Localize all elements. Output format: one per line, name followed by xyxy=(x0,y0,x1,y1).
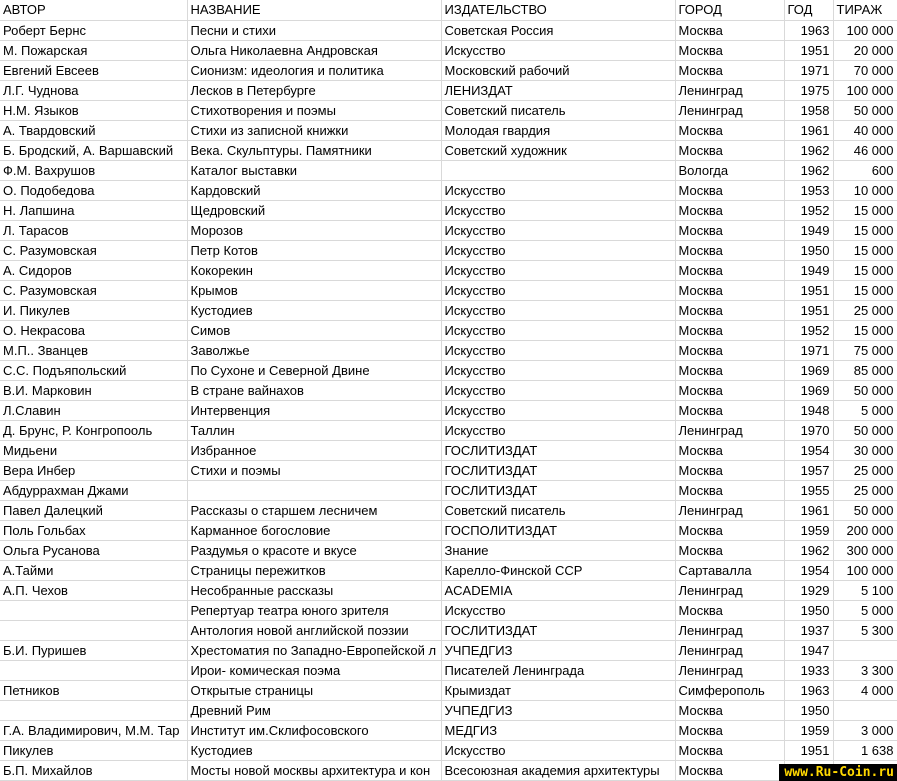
cell-title[interactable]: Антология новой английской поэзии xyxy=(187,620,441,640)
cell-city[interactable]: Москва xyxy=(675,180,784,200)
header-row xyxy=(0,0,897,20)
table-row xyxy=(0,300,897,320)
cell-year[interactable]: 1951 xyxy=(784,740,833,760)
cell-publisher[interactable]: Искусство xyxy=(441,360,675,380)
cell-author[interactable]: Петников xyxy=(0,680,187,700)
cell-city[interactable]: Ленинград xyxy=(675,420,784,440)
cell-title[interactable]: Стихи и поэмы xyxy=(187,460,441,480)
cell-city[interactable]: Москва xyxy=(675,20,784,40)
table-row xyxy=(0,700,897,720)
cell-print-run[interactable]: 3 000 xyxy=(833,720,897,740)
cell-title[interactable]: Стихотворения и поэмы xyxy=(187,100,441,120)
cell-year[interactable]: 1958 xyxy=(784,100,833,120)
cell-author[interactable]: И. Пикулев xyxy=(0,300,187,320)
header-city[interactable]: ГОРОД xyxy=(675,0,784,20)
cell-title[interactable] xyxy=(187,480,441,500)
cell-year[interactable]: 1961 xyxy=(784,120,833,140)
cell-city[interactable]: Москва xyxy=(675,700,784,720)
cell-publisher[interactable]: Искусство xyxy=(441,180,675,200)
cell-print-run[interactable]: 300 000 xyxy=(833,540,897,560)
cell-print-run[interactable]: 10 000 xyxy=(833,180,897,200)
cell-author[interactable]: С. Разумовская xyxy=(0,240,187,260)
header-publisher[interactable]: ИЗДАТЕЛЬСТВО xyxy=(441,0,675,20)
cell-publisher[interactable]: Искусство xyxy=(441,320,675,340)
cell-author[interactable]: Л.Г. Чуднова xyxy=(0,80,187,100)
cell-year[interactable]: 1963 xyxy=(784,20,833,40)
cell-print-run[interactable]: 15 000 xyxy=(833,280,897,300)
table-row xyxy=(0,180,897,200)
cell-city[interactable]: Москва xyxy=(675,400,784,420)
cell-print-run[interactable] xyxy=(833,640,897,660)
cell-city[interactable]: Москва xyxy=(675,200,784,220)
cell-city[interactable]: Москва xyxy=(675,540,784,560)
cell-publisher[interactable]: Искусство xyxy=(441,400,675,420)
cell-year[interactable]: 1971 xyxy=(784,60,833,80)
cell-year[interactable]: 1971 xyxy=(784,340,833,360)
cell-publisher[interactable]: Искусство xyxy=(441,340,675,360)
table-row xyxy=(0,740,897,760)
cell-year[interactable]: 1959 xyxy=(784,520,833,540)
table-row xyxy=(0,320,897,340)
cell-publisher[interactable]: ACADEMIA xyxy=(441,580,675,600)
cell-title[interactable]: Интервенция xyxy=(187,400,441,420)
table-row xyxy=(0,220,897,240)
table-row xyxy=(0,660,897,680)
cell-city[interactable]: Москва xyxy=(675,720,784,740)
cell-author[interactable]: Ф.М. Вахрушов xyxy=(0,160,187,180)
cell-publisher[interactable]: Искусство xyxy=(441,260,675,280)
cell-title[interactable]: Хрестоматия по Западно-Европейской л xyxy=(187,640,441,660)
cell-publisher[interactable]: Советский писатель xyxy=(441,100,675,120)
cell-year[interactable]: 1962 xyxy=(784,160,833,180)
cell-city[interactable]: Сартавалла xyxy=(675,560,784,580)
cell-title[interactable]: Кустодиев xyxy=(187,740,441,760)
cell-title[interactable]: Открытые страницы xyxy=(187,680,441,700)
cell-title[interactable]: В стране вайнахов xyxy=(187,380,441,400)
cell-city[interactable]: Москва xyxy=(675,280,784,300)
cell-print-run[interactable]: 100 000 xyxy=(833,560,897,580)
cell-publisher[interactable]: Искусство xyxy=(441,240,675,260)
cell-title[interactable]: Сионизм: идеология и политика xyxy=(187,60,441,80)
cell-author[interactable]: Л.Славин xyxy=(0,400,187,420)
cell-publisher[interactable]: УЧПЕДГИЗ xyxy=(441,700,675,720)
table-row xyxy=(0,680,897,700)
cell-author[interactable]: А.П. Чехов xyxy=(0,580,187,600)
cell-author[interactable]: С. Разумовская xyxy=(0,280,187,300)
cell-year[interactable]: 1952 xyxy=(784,320,833,340)
cell-title[interactable]: Рассказы о старшем лесничем xyxy=(187,500,441,520)
cell-title[interactable]: Заволжье xyxy=(187,340,441,360)
cell-publisher[interactable]: Искусство xyxy=(441,380,675,400)
cell-city[interactable]: Москва xyxy=(675,380,784,400)
cell-print-run[interactable]: 46 000 xyxy=(833,140,897,160)
cell-title[interactable]: Репертуар театра юного зрителя xyxy=(187,600,441,620)
cell-publisher[interactable]: Искусство xyxy=(441,300,675,320)
cell-publisher[interactable]: ГОСЛИТИЗДАТ xyxy=(441,460,675,480)
table-row xyxy=(0,100,897,120)
cell-print-run[interactable]: 600 xyxy=(833,160,897,180)
cell-year[interactable]: 1947 xyxy=(784,640,833,660)
cell-publisher[interactable]: Советский писатель xyxy=(441,500,675,520)
cell-publisher[interactable]: ГОСЛИТИЗДАТ xyxy=(441,480,675,500)
cell-city[interactable]: Москва xyxy=(675,240,784,260)
cell-year[interactable]: 1961 xyxy=(784,500,833,520)
cell-print-run[interactable]: 20 000 xyxy=(833,40,897,60)
table-row xyxy=(0,500,897,520)
cell-print-run[interactable]: 15 000 xyxy=(833,220,897,240)
cell-print-run[interactable]: 200 000 xyxy=(833,520,897,540)
cell-print-run[interactable]: 50 000 xyxy=(833,100,897,120)
cell-title[interactable]: Симов xyxy=(187,320,441,340)
cell-publisher[interactable]: Советский художник xyxy=(441,140,675,160)
cell-author[interactable]: А.Тайми xyxy=(0,560,187,580)
table-row xyxy=(0,460,897,480)
cell-publisher[interactable]: Московский рабочий xyxy=(441,60,675,80)
table-row xyxy=(0,120,897,140)
cell-author[interactable]: Пикулев xyxy=(0,740,187,760)
site-watermark: www.Ru-Coin.ru xyxy=(779,764,897,781)
cell-title[interactable]: Мосты новой москвы архитектура и кон xyxy=(187,760,441,780)
cell-print-run[interactable]: 50 000 xyxy=(833,420,897,440)
cell-author[interactable]: Мидьени xyxy=(0,440,187,460)
cell-city[interactable]: Вологда xyxy=(675,160,784,180)
cell-title[interactable]: Институт им.Склифосовского xyxy=(187,720,441,740)
cell-author[interactable]: Д. Брунс, Р. Конгропооль xyxy=(0,420,187,440)
table-row xyxy=(0,380,897,400)
cell-year[interactable]: 1951 xyxy=(784,300,833,320)
cell-print-run[interactable]: 5 000 xyxy=(833,600,897,620)
table-row xyxy=(0,360,897,380)
cell-print-run[interactable]: 5 300 xyxy=(833,620,897,640)
cell-print-run[interactable]: 15 000 xyxy=(833,320,897,340)
cell-author[interactable]: Поль Гольбах xyxy=(0,520,187,540)
cell-publisher[interactable]: Писателей Ленинграда xyxy=(441,660,675,680)
cell-city[interactable]: Ленинград xyxy=(675,640,784,660)
table-row xyxy=(0,140,897,160)
cell-publisher[interactable]: Искусство xyxy=(441,200,675,220)
cell-publisher[interactable]: ГОСПОЛИТИЗДАТ xyxy=(441,520,675,540)
cell-author[interactable] xyxy=(0,700,187,720)
table-row xyxy=(0,620,897,640)
cell-title[interactable]: Щедровский xyxy=(187,200,441,220)
cell-publisher[interactable]: Знание xyxy=(441,540,675,560)
cell-title[interactable]: Кокорекин xyxy=(187,260,441,280)
table-row xyxy=(0,580,897,600)
cell-title[interactable]: Ольга Николаевна Андровская xyxy=(187,40,441,60)
cell-publisher[interactable] xyxy=(441,160,675,180)
cell-city[interactable]: Москва xyxy=(675,740,784,760)
cell-year[interactable]: 1948 xyxy=(784,400,833,420)
cell-city[interactable]: Москва xyxy=(675,260,784,280)
header-year[interactable]: ГОД xyxy=(784,0,833,20)
cell-year[interactable]: 1975 xyxy=(784,80,833,100)
table-row xyxy=(0,60,897,80)
table-row xyxy=(0,20,897,40)
cell-print-run[interactable]: 5 000 xyxy=(833,400,897,420)
cell-author[interactable]: Г.А. Владимирович, М.М. Тар xyxy=(0,720,187,740)
cell-year[interactable]: 1962 xyxy=(784,140,833,160)
cell-city[interactable]: Москва xyxy=(675,140,784,160)
cell-title[interactable]: Кустодиев xyxy=(187,300,441,320)
table-row xyxy=(0,560,897,580)
cell-print-run[interactable]: 30 000 xyxy=(833,440,897,460)
cell-year[interactable]: 1929 xyxy=(784,580,833,600)
cell-city[interactable]: Москва xyxy=(675,220,784,240)
cell-year[interactable]: 1933 xyxy=(784,660,833,680)
cell-title[interactable]: Таллин xyxy=(187,420,441,440)
cell-author[interactable]: Павел Далецкий xyxy=(0,500,187,520)
cell-year[interactable]: 1955 xyxy=(784,480,833,500)
cell-year[interactable]: 1952 xyxy=(784,200,833,220)
cell-title[interactable]: Кардовский xyxy=(187,180,441,200)
cell-title[interactable]: Песни и стихи xyxy=(187,20,441,40)
cell-city[interactable]: Ленинград xyxy=(675,660,784,680)
cell-city[interactable]: Ленинград xyxy=(675,500,784,520)
cell-publisher[interactable]: МЕДГИЗ xyxy=(441,720,675,740)
cell-author[interactable]: Вера Инбер xyxy=(0,460,187,480)
cell-publisher[interactable]: Искусство xyxy=(441,420,675,440)
cell-title[interactable]: Крымов xyxy=(187,280,441,300)
cell-year[interactable]: 1954 xyxy=(784,440,833,460)
cell-publisher[interactable]: Искусство xyxy=(441,280,675,300)
cell-author[interactable]: Ольга Русанова xyxy=(0,540,187,560)
cell-publisher[interactable]: Советская Россия xyxy=(441,20,675,40)
cell-city[interactable]: Москва xyxy=(675,320,784,340)
cell-author[interactable]: О. Подобедова xyxy=(0,180,187,200)
cell-year[interactable]: 1949 xyxy=(784,220,833,240)
cell-publisher[interactable]: УЧПЕДГИЗ xyxy=(441,640,675,660)
cell-publisher[interactable]: Молодая гвардия xyxy=(441,120,675,140)
cell-title[interactable]: Стихи из записной книжки xyxy=(187,120,441,140)
cell-publisher[interactable]: Искусство xyxy=(441,600,675,620)
cell-author[interactable]: О. Некрасова xyxy=(0,320,187,340)
table-row xyxy=(0,260,897,280)
cell-city[interactable]: Москва xyxy=(675,480,784,500)
cell-author[interactable]: М.П.. Званцев xyxy=(0,340,187,360)
cell-title[interactable]: Несобранные рассказы xyxy=(187,580,441,600)
cell-author[interactable] xyxy=(0,620,187,640)
cell-print-run[interactable]: 75 000 xyxy=(833,340,897,360)
cell-year[interactable]: 1951 xyxy=(784,40,833,60)
table-row xyxy=(0,40,897,60)
cell-author[interactable]: Н.М. Языков xyxy=(0,100,187,120)
cell-print-run[interactable]: 50 000 xyxy=(833,380,897,400)
cell-print-run[interactable]: 1 638 xyxy=(833,740,897,760)
cell-author[interactable] xyxy=(0,660,187,680)
cell-title[interactable]: Века. Скульптуры. Памятники xyxy=(187,140,441,160)
cell-print-run[interactable]: 5 100 xyxy=(833,580,897,600)
cell-year[interactable]: 1937 xyxy=(784,620,833,640)
table-row xyxy=(0,600,897,620)
cell-year[interactable]: 1953 xyxy=(784,180,833,200)
table-row xyxy=(0,540,897,560)
cell-city[interactable]: Москва xyxy=(675,360,784,380)
table-row xyxy=(0,480,897,500)
cell-print-run[interactable]: 50 000 xyxy=(833,500,897,520)
cell-author[interactable]: С.С. Подъяпольский xyxy=(0,360,187,380)
cell-author[interactable]: М. Пожарская xyxy=(0,40,187,60)
cell-print-run[interactable]: 70 000 xyxy=(833,60,897,80)
cell-author[interactable]: А. Сидоров xyxy=(0,260,187,280)
table-row xyxy=(0,720,897,740)
cell-year[interactable]: 1962 xyxy=(784,540,833,560)
cell-print-run[interactable]: 15 000 xyxy=(833,200,897,220)
cell-author[interactable]: Роберт Бернс xyxy=(0,20,187,40)
cell-year[interactable]: 1963 xyxy=(784,680,833,700)
table-row xyxy=(0,440,897,460)
cell-title[interactable]: Древний Рим xyxy=(187,700,441,720)
table-row xyxy=(0,640,897,660)
cell-publisher[interactable]: Искусство xyxy=(441,740,675,760)
cell-year[interactable]: 1950 xyxy=(784,240,833,260)
cell-city[interactable]: Москва xyxy=(675,440,784,460)
cell-author[interactable]: Б.П. Михайлов xyxy=(0,760,187,780)
cell-year[interactable]: 1970 xyxy=(784,420,833,440)
cell-author[interactable]: А. Твардовский xyxy=(0,120,187,140)
cell-publisher[interactable]: Карелло-Финской ССР xyxy=(441,560,675,580)
cell-title[interactable]: Морозов xyxy=(187,220,441,240)
header-print-run[interactable]: ТИРАЖ xyxy=(833,0,897,20)
cell-publisher[interactable]: ЛЕНИЗДАТ xyxy=(441,80,675,100)
cell-author[interactable]: Н. Лапшина xyxy=(0,200,187,220)
cell-title[interactable]: Петр Котов xyxy=(187,240,441,260)
cell-year[interactable]: 1949 xyxy=(784,260,833,280)
cell-author[interactable]: Б. Бродский, А. Варшавский xyxy=(0,140,187,160)
table-row xyxy=(0,240,897,260)
cell-author[interactable]: В.И. Марковин xyxy=(0,380,187,400)
cell-city[interactable]: Москва xyxy=(675,40,784,60)
cell-author[interactable]: Л. Тарасов xyxy=(0,220,187,240)
cell-print-run[interactable] xyxy=(833,700,897,720)
cell-publisher[interactable]: ГОСЛИТИЗДАТ xyxy=(441,440,675,460)
cell-year[interactable]: 1969 xyxy=(784,380,833,400)
cell-title[interactable]: Раздумья о красоте и вкусе xyxy=(187,540,441,560)
cell-year[interactable]: 1950 xyxy=(784,600,833,620)
cell-year[interactable]: 1957 xyxy=(784,460,833,480)
cell-author[interactable]: Б.И. Пуришев xyxy=(0,640,187,660)
table-row xyxy=(0,160,897,180)
cell-print-run[interactable]: 40 000 xyxy=(833,120,897,140)
cell-year[interactable]: 1959 xyxy=(784,720,833,740)
cell-print-run[interactable]: 15 000 xyxy=(833,240,897,260)
cell-year[interactable]: 1950 xyxy=(784,700,833,720)
cell-title[interactable]: Лесков в Петербурге xyxy=(187,80,441,100)
cell-print-run[interactable]: 85 000 xyxy=(833,360,897,380)
cell-title[interactable]: Каталог выставки xyxy=(187,160,441,180)
cell-year[interactable]: 1951 xyxy=(784,280,833,300)
cell-city[interactable]: Москва xyxy=(675,120,784,140)
cell-publisher[interactable]: ГОСЛИТИЗДАТ xyxy=(441,620,675,640)
table-row xyxy=(0,400,897,420)
cell-title[interactable]: Ирои- комическая поэма xyxy=(187,660,441,680)
cell-print-run[interactable]: 100 000 xyxy=(833,20,897,40)
cell-year[interactable]: 1969 xyxy=(784,360,833,380)
cell-publisher[interactable]: Искусство xyxy=(441,40,675,60)
cell-author[interactable]: Евгений Евсеев xyxy=(0,60,187,80)
cell-city[interactable]: Ленинград xyxy=(675,80,784,100)
table-row xyxy=(0,200,897,220)
table-row xyxy=(0,520,897,540)
cell-author[interactable]: Абдуррахман Джами xyxy=(0,480,187,500)
cell-city[interactable]: Москва xyxy=(675,520,784,540)
cell-city[interactable]: Москва xyxy=(675,460,784,480)
cell-publisher[interactable]: Искусство xyxy=(441,220,675,240)
cell-print-run[interactable]: 4 000 xyxy=(833,680,897,700)
cell-print-run[interactable]: 25 000 xyxy=(833,480,897,500)
cell-print-run[interactable]: 100 000 xyxy=(833,80,897,100)
cell-title[interactable]: Страницы пережитков xyxy=(187,560,441,580)
cell-author[interactable] xyxy=(0,600,187,620)
cell-city[interactable]: Москва xyxy=(675,60,784,80)
cell-print-run[interactable]: 3 300 xyxy=(833,660,897,680)
table-row xyxy=(0,420,897,440)
cell-publisher[interactable]: Всесоюзная академия архитектуры xyxy=(441,760,675,780)
cell-city[interactable]: Симферополь xyxy=(675,680,784,700)
cell-city[interactable]: Москва xyxy=(675,300,784,320)
cell-title[interactable]: Карманное богословие xyxy=(187,520,441,540)
cell-city[interactable]: Москва xyxy=(675,340,784,360)
cell-title[interactable]: Избранное xyxy=(187,440,441,460)
cell-city[interactable]: Москва xyxy=(675,600,784,620)
table-row xyxy=(0,80,897,100)
cell-city[interactable]: Ленинград xyxy=(675,580,784,600)
table-row xyxy=(0,760,897,780)
cell-title[interactable]: По Сухоне и Северной Двине xyxy=(187,360,441,380)
cell-city[interactable]: Москва xyxy=(675,760,784,780)
table-row xyxy=(0,340,897,360)
cell-print-run[interactable]: 25 000 xyxy=(833,460,897,480)
cell-publisher[interactable]: Крымиздат xyxy=(441,680,675,700)
cell-city[interactable]: Ленинград xyxy=(675,620,784,640)
table-body xyxy=(0,20,897,780)
cell-print-run[interactable]: 15 000 xyxy=(833,260,897,280)
cell-year[interactable]: 1954 xyxy=(784,560,833,580)
table-row xyxy=(0,280,897,300)
cell-print-run[interactable]: 25 000 xyxy=(833,300,897,320)
cell-city[interactable]: Ленинград xyxy=(675,100,784,120)
header-title[interactable]: НАЗВАНИЕ xyxy=(187,0,441,20)
header-author[interactable]: АВТОР xyxy=(0,0,187,20)
